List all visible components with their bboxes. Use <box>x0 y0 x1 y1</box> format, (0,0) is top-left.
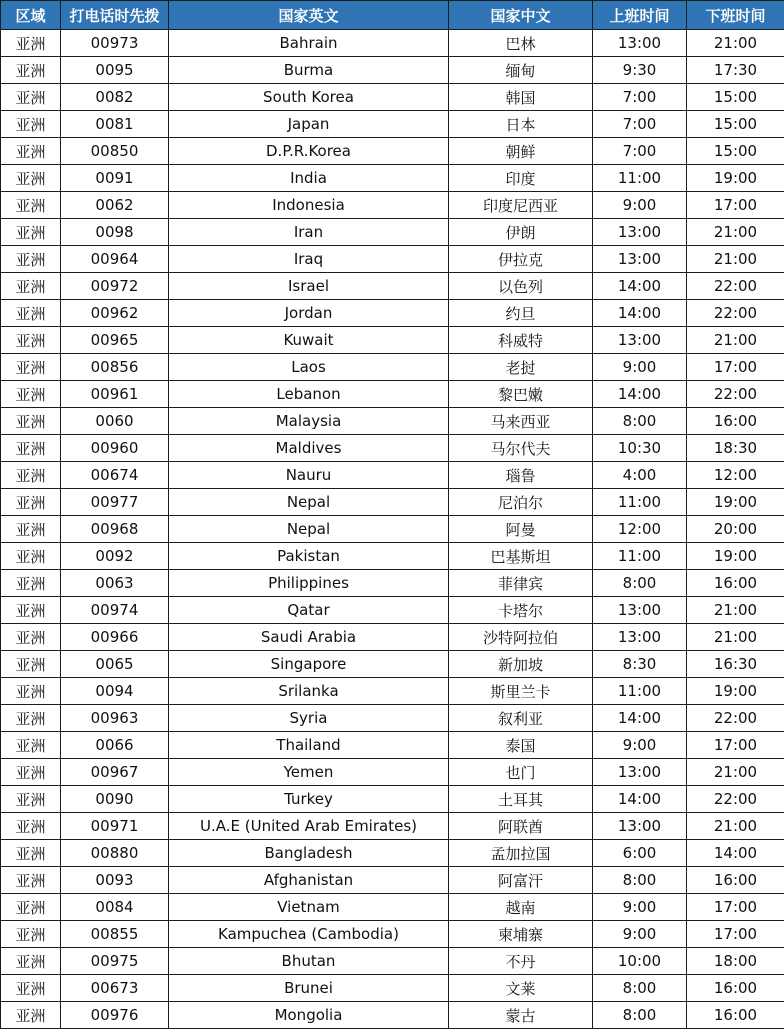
end-time-cell: 22:00 <box>687 273 784 300</box>
dial-prefix-cell: 00971 <box>61 813 169 840</box>
start-time-cell: 9:00 <box>593 921 687 948</box>
end-time-cell: 19:00 <box>687 165 784 192</box>
country-en-cell: Bhutan <box>169 948 449 975</box>
end-time-cell: 15:00 <box>687 138 784 165</box>
country-en-cell: Turkey <box>169 786 449 813</box>
end-time-cell: 18:00 <box>687 948 784 975</box>
region-cell: 亚洲 <box>1 192 61 219</box>
table-row <box>1 192 784 219</box>
region-cell: 亚洲 <box>1 219 61 246</box>
start-time-cell: 7:00 <box>593 84 687 111</box>
table-row <box>1 651 784 678</box>
dial-prefix-cell: 0090 <box>61 786 169 813</box>
start-time-cell: 13:00 <box>593 30 687 57</box>
region-cell: 亚洲 <box>1 327 61 354</box>
dial-prefix-cell: 0093 <box>61 867 169 894</box>
region-cell: 亚洲 <box>1 489 61 516</box>
table-row <box>1 462 784 489</box>
end-time-cell: 16:30 <box>687 651 784 678</box>
end-time-cell: 17:00 <box>687 732 784 759</box>
country-cn-cell: 越南 <box>449 894 593 921</box>
start-time-cell: 9:00 <box>593 732 687 759</box>
start-time-cell: 9:00 <box>593 354 687 381</box>
end-time-cell: 17:00 <box>687 192 784 219</box>
end-time-cell: 15:00 <box>687 111 784 138</box>
start-time-cell: 11:00 <box>593 489 687 516</box>
start-time-cell: 8:30 <box>593 651 687 678</box>
table-row <box>1 138 784 165</box>
country-en-cell: Iran <box>169 219 449 246</box>
region-cell: 亚洲 <box>1 840 61 867</box>
start-time-cell: 9:00 <box>593 192 687 219</box>
country-en-cell: Kampuchea (Cambodia) <box>169 921 449 948</box>
country-cn-cell: 印度 <box>449 165 593 192</box>
country-en-cell: Qatar <box>169 597 449 624</box>
region-cell: 亚洲 <box>1 543 61 570</box>
dial-prefix-cell: 00973 <box>61 30 169 57</box>
table-row <box>1 948 784 975</box>
country-cn-cell: 朝鲜 <box>449 138 593 165</box>
table-row <box>1 624 784 651</box>
start-time-cell: 8:00 <box>593 1002 687 1029</box>
end-time-cell: 22:00 <box>687 705 784 732</box>
table-row <box>1 489 784 516</box>
table-body <box>1 30 784 1029</box>
country-cn-cell: 尼泊尔 <box>449 489 593 516</box>
dial-prefix-cell: 00968 <box>61 516 169 543</box>
dial-prefix-cell: 0091 <box>61 165 169 192</box>
table-row <box>1 786 784 813</box>
table-row <box>1 813 784 840</box>
region-cell: 亚洲 <box>1 624 61 651</box>
region-cell: 亚洲 <box>1 570 61 597</box>
country-en-cell: Mongolia <box>169 1002 449 1029</box>
table-header <box>1 1 784 30</box>
country-cn-cell: 阿曼 <box>449 516 593 543</box>
country-en-cell: Malaysia <box>169 408 449 435</box>
country-cn-cell: 科威特 <box>449 327 593 354</box>
country-en-cell: Thailand <box>169 732 449 759</box>
end-time-cell: 21:00 <box>687 813 784 840</box>
country-cn-cell: 马尔代夫 <box>449 435 593 462</box>
start-time-cell: 14:00 <box>593 273 687 300</box>
country-cn-cell: 印度尼西亚 <box>449 192 593 219</box>
table-row <box>1 354 784 381</box>
dial-prefix-cell: 00963 <box>61 705 169 732</box>
region-cell: 亚洲 <box>1 705 61 732</box>
country-cn-cell: 土耳其 <box>449 786 593 813</box>
end-time-cell: 17:00 <box>687 921 784 948</box>
region-cell: 亚洲 <box>1 165 61 192</box>
table-row <box>1 759 784 786</box>
dial-prefix-cell: 00673 <box>61 975 169 1002</box>
dial-prefix-cell: 00976 <box>61 1002 169 1029</box>
table-row <box>1 840 784 867</box>
end-time-cell: 16:00 <box>687 570 784 597</box>
dial-prefix-cell: 0065 <box>61 651 169 678</box>
start-time-cell: 9:30 <box>593 57 687 84</box>
country-en-cell: India <box>169 165 449 192</box>
table-row <box>1 165 784 192</box>
start-time-cell: 13:00 <box>593 624 687 651</box>
table-row <box>1 84 784 111</box>
end-time-cell: 16:00 <box>687 867 784 894</box>
end-time-cell: 21:00 <box>687 597 784 624</box>
start-time-cell: 14:00 <box>593 381 687 408</box>
header-region: 区域 <box>1 1 61 30</box>
region-cell: 亚洲 <box>1 516 61 543</box>
table-row <box>1 300 784 327</box>
region-cell: 亚洲 <box>1 921 61 948</box>
start-time-cell: 8:00 <box>593 570 687 597</box>
dial-prefix-cell: 0094 <box>61 678 169 705</box>
country-cn-cell: 斯里兰卡 <box>449 678 593 705</box>
country-en-cell: Israel <box>169 273 449 300</box>
dial-prefix-cell: 0095 <box>61 57 169 84</box>
country-cn-cell: 文莱 <box>449 975 593 1002</box>
table-row <box>1 543 784 570</box>
country-cn-cell: 日本 <box>449 111 593 138</box>
table-row <box>1 111 784 138</box>
country-cn-cell: 老挝 <box>449 354 593 381</box>
region-cell: 亚洲 <box>1 435 61 462</box>
table-row <box>1 867 784 894</box>
table-row <box>1 732 784 759</box>
header-country-cn: 国家中文 <box>449 1 593 30</box>
table-row <box>1 219 784 246</box>
country-en-cell: D.P.R.Korea <box>169 138 449 165</box>
region-cell: 亚洲 <box>1 273 61 300</box>
start-time-cell: 11:00 <box>593 165 687 192</box>
start-time-cell: 7:00 <box>593 111 687 138</box>
start-time-cell: 8:00 <box>593 975 687 1002</box>
country-cn-cell: 叙利亚 <box>449 705 593 732</box>
start-time-cell: 10:00 <box>593 948 687 975</box>
country-cn-cell: 伊朗 <box>449 219 593 246</box>
region-cell: 亚洲 <box>1 1002 61 1029</box>
table-row <box>1 435 784 462</box>
country-en-cell: Japan <box>169 111 449 138</box>
table-row <box>1 597 784 624</box>
country-cn-cell: 泰国 <box>449 732 593 759</box>
dial-prefix-cell: 0062 <box>61 192 169 219</box>
dial-prefix-cell: 00856 <box>61 354 169 381</box>
region-cell: 亚洲 <box>1 948 61 975</box>
table-row <box>1 921 784 948</box>
dial-prefix-cell: 0082 <box>61 84 169 111</box>
dial-prefix-cell: 00880 <box>61 840 169 867</box>
end-time-cell: 12:00 <box>687 462 784 489</box>
country-en-cell: Pakistan <box>169 543 449 570</box>
dial-prefix-cell: 00850 <box>61 138 169 165</box>
country-cn-cell: 菲律宾 <box>449 570 593 597</box>
country-en-cell: Nauru <box>169 462 449 489</box>
region-cell: 亚洲 <box>1 408 61 435</box>
country-en-cell: Iraq <box>169 246 449 273</box>
dial-prefix-cell: 0084 <box>61 894 169 921</box>
start-time-cell: 11:00 <box>593 543 687 570</box>
region-cell: 亚洲 <box>1 111 61 138</box>
country-cn-cell: 阿联酋 <box>449 813 593 840</box>
country-en-cell: Kuwait <box>169 327 449 354</box>
start-time-cell: 14:00 <box>593 300 687 327</box>
region-cell: 亚洲 <box>1 732 61 759</box>
dial-prefix-cell: 00961 <box>61 381 169 408</box>
end-time-cell: 19:00 <box>687 489 784 516</box>
end-time-cell: 14:00 <box>687 840 784 867</box>
start-time-cell: 4:00 <box>593 462 687 489</box>
end-time-cell: 18:30 <box>687 435 784 462</box>
start-time-cell: 13:00 <box>593 219 687 246</box>
region-cell: 亚洲 <box>1 786 61 813</box>
country-en-cell: Indonesia <box>169 192 449 219</box>
end-time-cell: 21:00 <box>687 327 784 354</box>
dial-prefix-cell: 00855 <box>61 921 169 948</box>
table-row <box>1 678 784 705</box>
country-cn-cell: 柬埔寨 <box>449 921 593 948</box>
country-en-cell: Lebanon <box>169 381 449 408</box>
region-cell: 亚洲 <box>1 138 61 165</box>
end-time-cell: 21:00 <box>687 246 784 273</box>
country-en-cell: Yemen <box>169 759 449 786</box>
dial-prefix-cell: 00964 <box>61 246 169 273</box>
country-en-cell: U.A.E (United Arab Emirates) <box>169 813 449 840</box>
country-en-cell: Nepal <box>169 516 449 543</box>
dial-prefix-cell: 00967 <box>61 759 169 786</box>
country-cn-cell: 阿富汗 <box>449 867 593 894</box>
end-time-cell: 19:00 <box>687 678 784 705</box>
end-time-cell: 22:00 <box>687 300 784 327</box>
end-time-cell: 19:00 <box>687 543 784 570</box>
country-cn-cell: 瑙鲁 <box>449 462 593 489</box>
end-time-cell: 17:00 <box>687 894 784 921</box>
header-dial-prefix: 打电话时先拨 <box>61 1 169 30</box>
dial-prefix-cell: 00960 <box>61 435 169 462</box>
header-row <box>1 1 784 30</box>
country-en-cell: Bangladesh <box>169 840 449 867</box>
country-cn-cell: 黎巴嫩 <box>449 381 593 408</box>
end-time-cell: 16:00 <box>687 1002 784 1029</box>
country-en-cell: Bahrain <box>169 30 449 57</box>
region-cell: 亚洲 <box>1 813 61 840</box>
end-time-cell: 17:00 <box>687 354 784 381</box>
dial-prefix-cell: 0063 <box>61 570 169 597</box>
dial-prefix-cell: 0066 <box>61 732 169 759</box>
country-en-cell: Maldives <box>169 435 449 462</box>
table-row <box>1 408 784 435</box>
dial-prefix-cell: 0098 <box>61 219 169 246</box>
dial-prefix-cell: 00674 <box>61 462 169 489</box>
country-en-cell: Jordan <box>169 300 449 327</box>
country-cn-cell: 巴林 <box>449 30 593 57</box>
header-start-time: 上班时间 <box>593 1 687 30</box>
country-cn-cell: 缅甸 <box>449 57 593 84</box>
region-cell: 亚洲 <box>1 867 61 894</box>
table-row <box>1 273 784 300</box>
end-time-cell: 21:00 <box>687 219 784 246</box>
country-en-cell: Srilanka <box>169 678 449 705</box>
end-time-cell: 22:00 <box>687 786 784 813</box>
start-time-cell: 14:00 <box>593 786 687 813</box>
country-en-cell: Afghanistan <box>169 867 449 894</box>
country-cn-cell: 以色列 <box>449 273 593 300</box>
country-en-cell: Burma <box>169 57 449 84</box>
end-time-cell: 21:00 <box>687 624 784 651</box>
table-row <box>1 516 784 543</box>
region-cell: 亚洲 <box>1 57 61 84</box>
header-country-en: 国家英文 <box>169 1 449 30</box>
country-cn-cell: 约旦 <box>449 300 593 327</box>
table-row <box>1 570 784 597</box>
country-en-cell: Laos <box>169 354 449 381</box>
region-cell: 亚洲 <box>1 30 61 57</box>
end-time-cell: 17:30 <box>687 57 784 84</box>
country-cn-cell: 马来西亚 <box>449 408 593 435</box>
start-time-cell: 10:30 <box>593 435 687 462</box>
dial-prefix-cell: 00977 <box>61 489 169 516</box>
end-time-cell: 16:00 <box>687 408 784 435</box>
dial-prefix-cell: 00972 <box>61 273 169 300</box>
table-row <box>1 975 784 1002</box>
start-time-cell: 14:00 <box>593 705 687 732</box>
dial-prefix-cell: 0060 <box>61 408 169 435</box>
table-row <box>1 894 784 921</box>
region-cell: 亚洲 <box>1 84 61 111</box>
table-row <box>1 1002 784 1029</box>
country-cn-cell: 不丹 <box>449 948 593 975</box>
region-cell: 亚洲 <box>1 462 61 489</box>
dial-prefix-cell: 00965 <box>61 327 169 354</box>
region-cell: 亚洲 <box>1 354 61 381</box>
end-time-cell: 22:00 <box>687 381 784 408</box>
region-cell: 亚洲 <box>1 300 61 327</box>
region-cell: 亚洲 <box>1 381 61 408</box>
table-row <box>1 705 784 732</box>
country-en-cell: Nepal <box>169 489 449 516</box>
start-time-cell: 13:00 <box>593 597 687 624</box>
table-row <box>1 30 784 57</box>
start-time-cell: 13:00 <box>593 759 687 786</box>
start-time-cell: 13:00 <box>593 813 687 840</box>
table-row <box>1 57 784 84</box>
dial-prefix-cell: 00966 <box>61 624 169 651</box>
country-cn-cell: 巴基斯坦 <box>449 543 593 570</box>
dial-prefix-cell: 0081 <box>61 111 169 138</box>
country-cn-cell: 蒙古 <box>449 1002 593 1029</box>
end-time-cell: 15:00 <box>687 84 784 111</box>
dial-prefix-cell: 00974 <box>61 597 169 624</box>
country-cn-cell: 卡塔尔 <box>449 597 593 624</box>
header-end-time: 下班时间 <box>687 1 784 30</box>
dial-prefix-cell: 0092 <box>61 543 169 570</box>
region-cell: 亚洲 <box>1 651 61 678</box>
start-time-cell: 13:00 <box>593 327 687 354</box>
start-time-cell: 11:00 <box>593 678 687 705</box>
country-cn-cell: 沙特阿拉伯 <box>449 624 593 651</box>
country-en-cell: Vietnam <box>169 894 449 921</box>
country-cn-cell: 伊拉克 <box>449 246 593 273</box>
start-time-cell: 8:00 <box>593 867 687 894</box>
region-cell: 亚洲 <box>1 246 61 273</box>
country-en-cell: Saudi Arabia <box>169 624 449 651</box>
start-time-cell: 9:00 <box>593 894 687 921</box>
dial-prefix-cell: 00975 <box>61 948 169 975</box>
region-cell: 亚洲 <box>1 678 61 705</box>
start-time-cell: 7:00 <box>593 138 687 165</box>
end-time-cell: 16:00 <box>687 975 784 1002</box>
region-cell: 亚洲 <box>1 597 61 624</box>
start-time-cell: 8:00 <box>593 408 687 435</box>
country-cn-cell: 新加坡 <box>449 651 593 678</box>
dial-prefix-cell: 00962 <box>61 300 169 327</box>
end-time-cell: 20:00 <box>687 516 784 543</box>
end-time-cell: 21:00 <box>687 30 784 57</box>
country-en-cell: South Korea <box>169 84 449 111</box>
country-cn-cell: 孟加拉国 <box>449 840 593 867</box>
region-cell: 亚洲 <box>1 759 61 786</box>
table-row <box>1 327 784 354</box>
country-cn-cell: 也门 <box>449 759 593 786</box>
start-time-cell: 6:00 <box>593 840 687 867</box>
country-en-cell: Brunei <box>169 975 449 1002</box>
start-time-cell: 13:00 <box>593 246 687 273</box>
region-cell: 亚洲 <box>1 975 61 1002</box>
start-time-cell: 12:00 <box>593 516 687 543</box>
end-time-cell: 21:00 <box>687 759 784 786</box>
region-cell: 亚洲 <box>1 894 61 921</box>
country-en-cell: Syria <box>169 705 449 732</box>
country-en-cell: Philippines <box>169 570 449 597</box>
country-cn-cell: 韩国 <box>449 84 593 111</box>
country-en-cell: Singapore <box>169 651 449 678</box>
table-row <box>1 381 784 408</box>
table-row <box>1 246 784 273</box>
